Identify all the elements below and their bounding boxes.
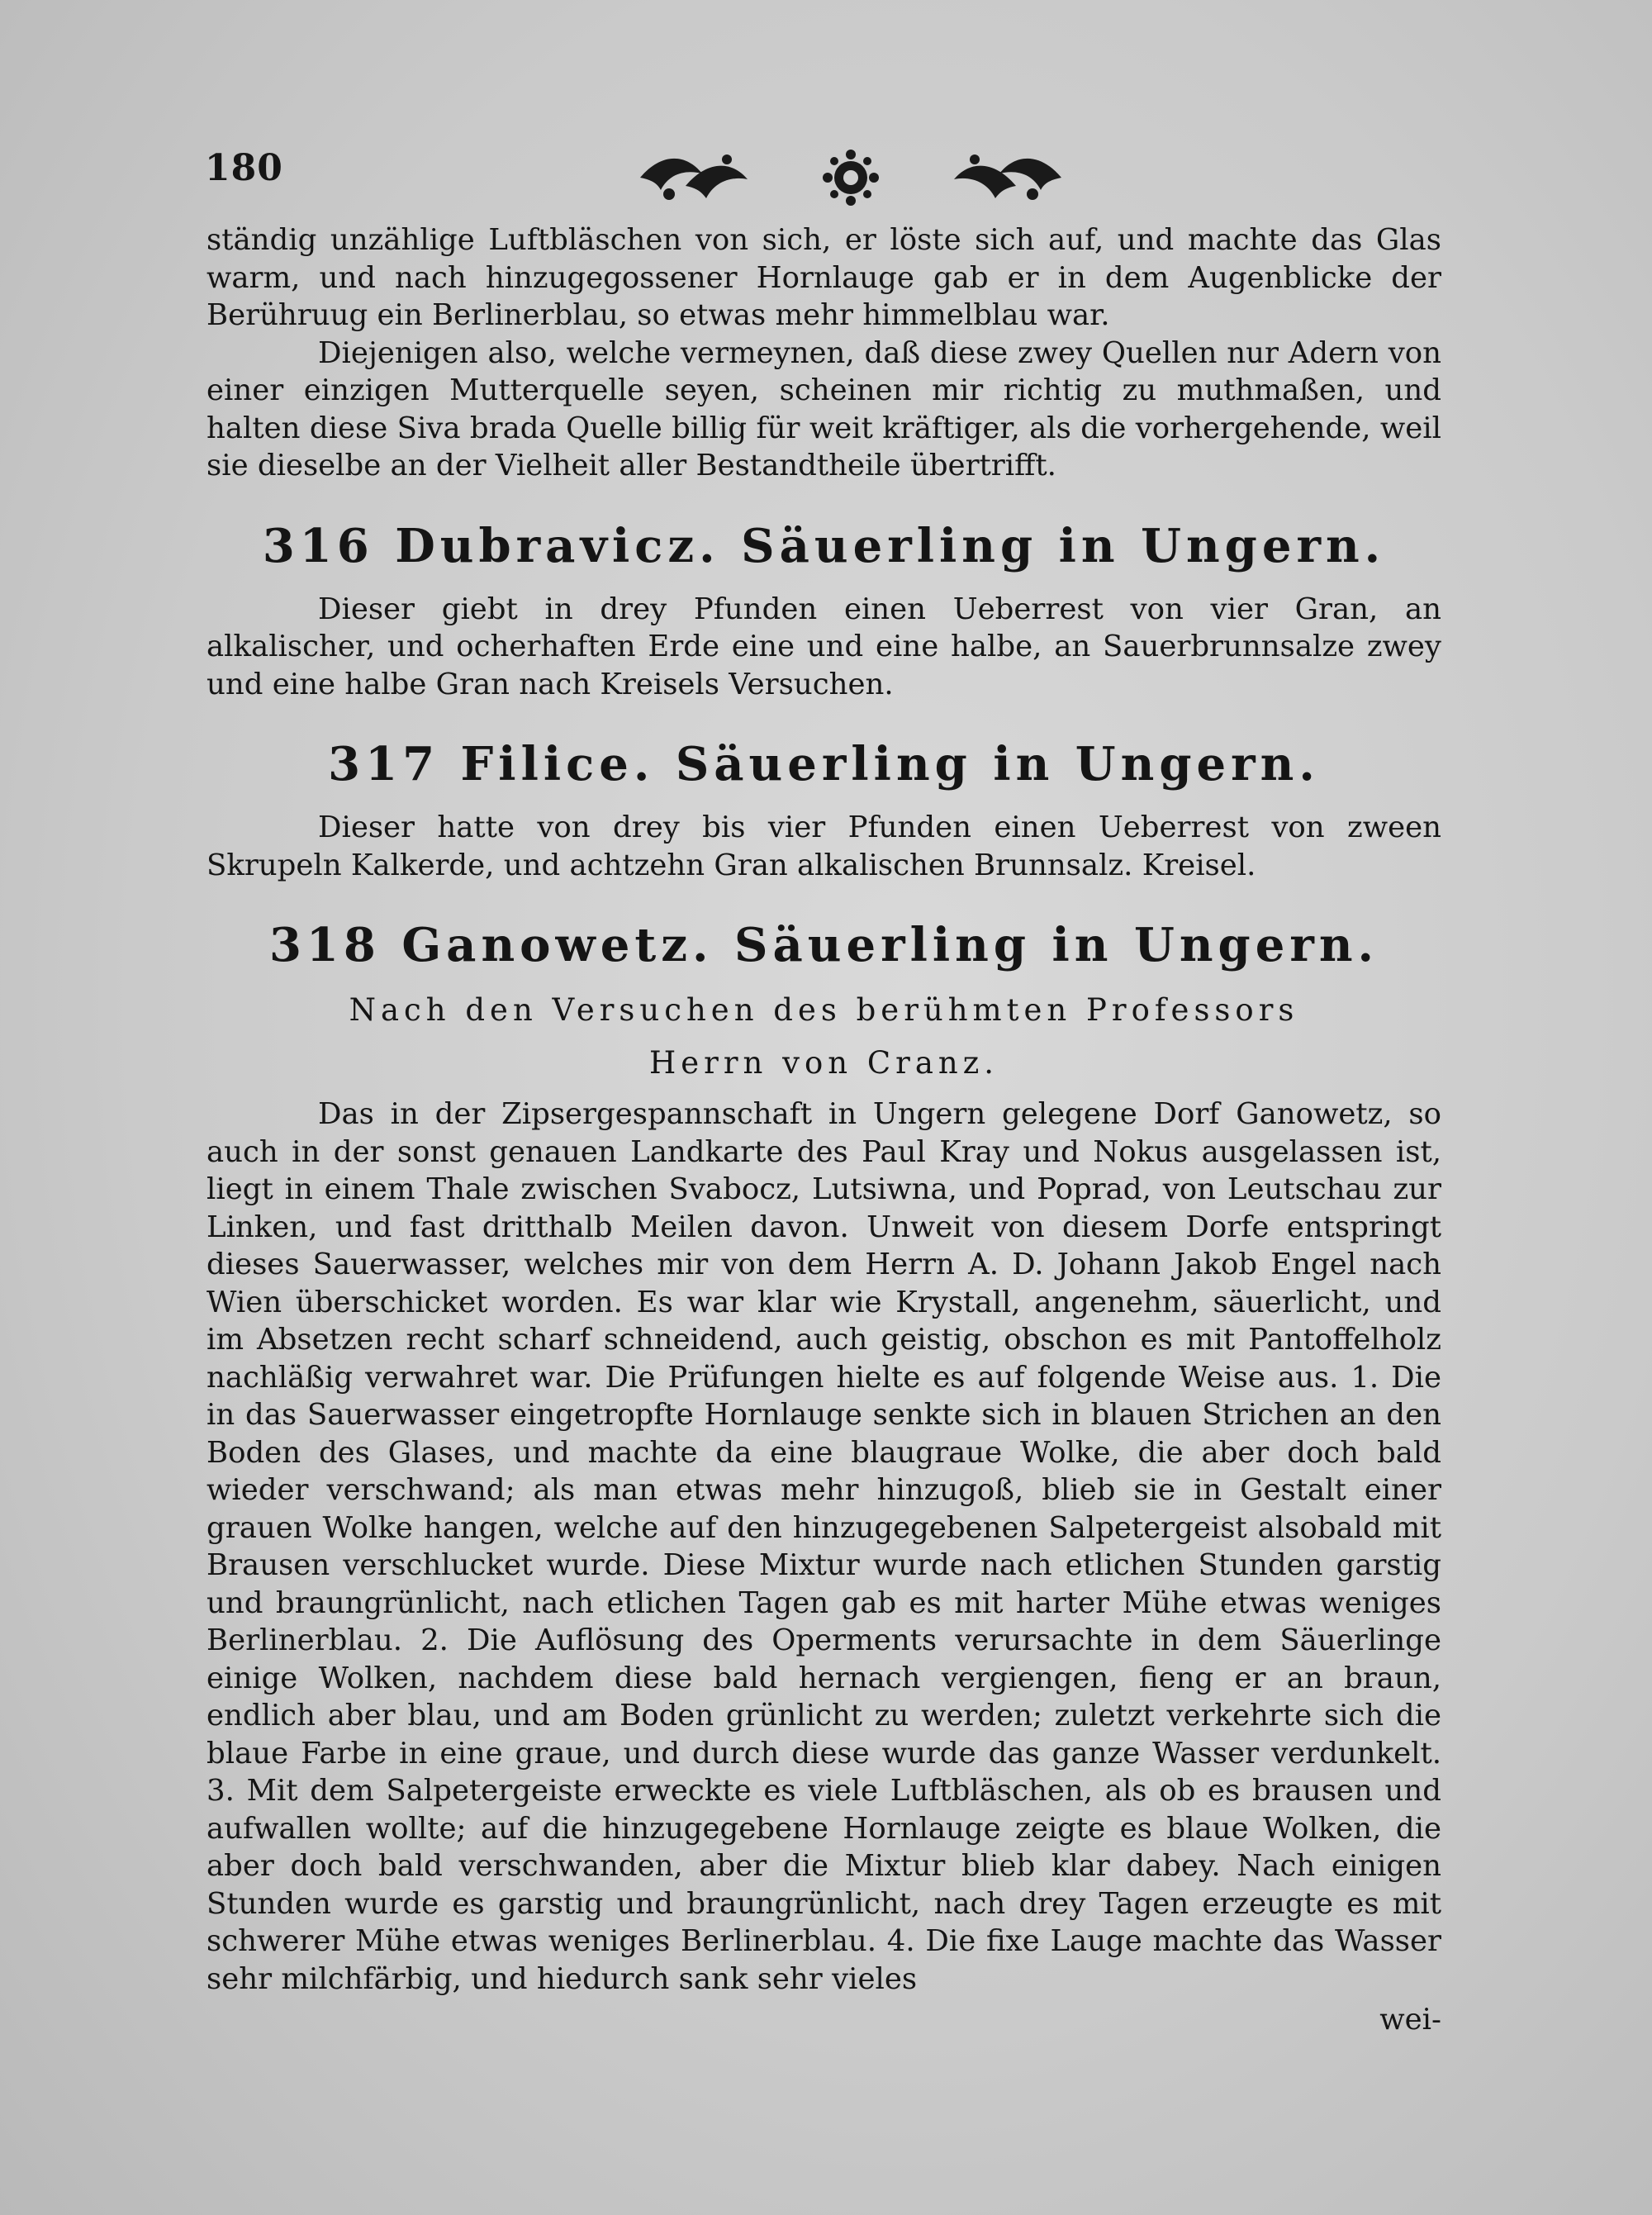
section-heading-318: 318 Ganowetz. Säuerling in Ungern. <box>268 918 1379 972</box>
section-heading-316: 316 Dubravicz. Säuerling in Ungern. <box>262 518 1386 573</box>
section-text-318: Das in der Zipsergespannschaft in Ungern gelegene Dorf Ganowetz, so auch in der sonst genauen Landkarte des Paul Kray und Nokus ausgelassen ist, liegt in einem Thale zwischen Svabocz, Lutsiwna, und Poprad, von Leutschau zur Linken, und fast dritthalb Meilen davon. Unweit von diesem Dorfe entspringt dieses Sauerwasser, welches mir von dem Herrn A. D. Johann Jakob Engel nach Wien überschicket worden. Es war klar wie Krystall, angenehm, säuerlicht, und im Absetzen recht scharf schneidend, auch geistig, obschon es mit Pantoffelholz nachläßig verwahret war. Die Prüfungen hielte es auf folgende Weise aus. 1. Die in das Sauerwasser eingetropfte Hornlauge senkte sich in blauen Strichen an den Boden des Glases, und machte da eine blaugraue Wolke, die aber doch bald wieder verschwand; als man etwas mehr hinzugoß, blieb sie in Gestalt einer grauen Wolke hangen, welche auf den hinzugegebenen Salpetergeist alsobald mit Brausen verschlucket wurde. Diese Mixtur wurde nach etlichen Stunden garstig und braungrünlicht, nach etlichen Tagen gab es mit harter Mühe etwas weniges Berlinerblau. 2. Die Auflösung des Operments verursachte in dem Säuerlinge einige Wolken, nachdem diese bald hernach vergiengen, fieng er an braun, endlich aber blau, und am Boden grünlicht zu werden; zuletzt verkehrte sich die blaue Farbe in eine graue, und durch diese wurde das ganze Wasser verdunkelt. 3. Mit dem Salpetergeiste erweckte es viele Luftbläschen, als ob es brausen und aufwallen wollte; auf die hinzugegebene Hornlauge zeigte es blaue Wolken, die aber doch bald verschwanden, aber die Mixtur blieb klar dabey. Nach einigen Stunden wurde es garstig und braungrünlicht, nach drey Tagen erzeugte es mit schwerer Mühe etwas weniges Berlinerblau. 4. Die fixe Lauge machte das Wasser sehr milchfärbig, und hiedurch sank sehr vieles <box>206 1097 1441 1996</box>
intro-paragraph-2: Diejenigen also, welche vermeynen, daß diese zwey Quellen nur Adern von einer einzigen Mutterquelle seyen, scheinen mir richtig zu muthmaßen, und halten diese Siva brada Quelle billig für weit kräftiger, als die vorhergehende, weil sie dieselbe an der Vielheit aller Bestandtheile übertrifft. <box>206 335 1441 482</box>
floral-ornament-icon <box>636 145 1066 211</box>
catchword: wei- <box>1379 2003 1441 2037</box>
page-number: 180 <box>205 147 283 189</box>
section-text-317: Dieser hatte von drey bis vier Pfunden einen Ueberrest von zween Skrupeln Kalkerde, und achtzehn Gran alkalischen Brunnsalz. Kreisel. <box>206 810 1441 882</box>
section-subheading-318-line-1: Nach den Versuchen des berühmten Professors <box>349 992 1299 1028</box>
section-text-316: Dieser giebt in drey Pfunden einen Ueberrest von vier Gran, an alkalischer, und ocherhaften Erde eine und eine halbe, an Sauerbrunnsalze zwey und eine halbe Gran nach Kreisels Versuchen. <box>206 592 1441 701</box>
intro-paragraph-1: ständig unzählige Luftbläschen von sich, er löste sich auf, und machte das Glas warm, und nach hinzugegossener Hornlauge gab er in dem Augenblicke der Berühruug ein Berlinerblau, so etwas mehr himmelblau war. <box>206 223 1441 332</box>
section-heading-317: 317 Filice. Säuerling in Ungern. <box>328 737 1320 791</box>
page-body <box>206 221 1441 2039</box>
section-subheading-318-line-2: Herrn von Cranz. <box>648 1045 999 1081</box>
